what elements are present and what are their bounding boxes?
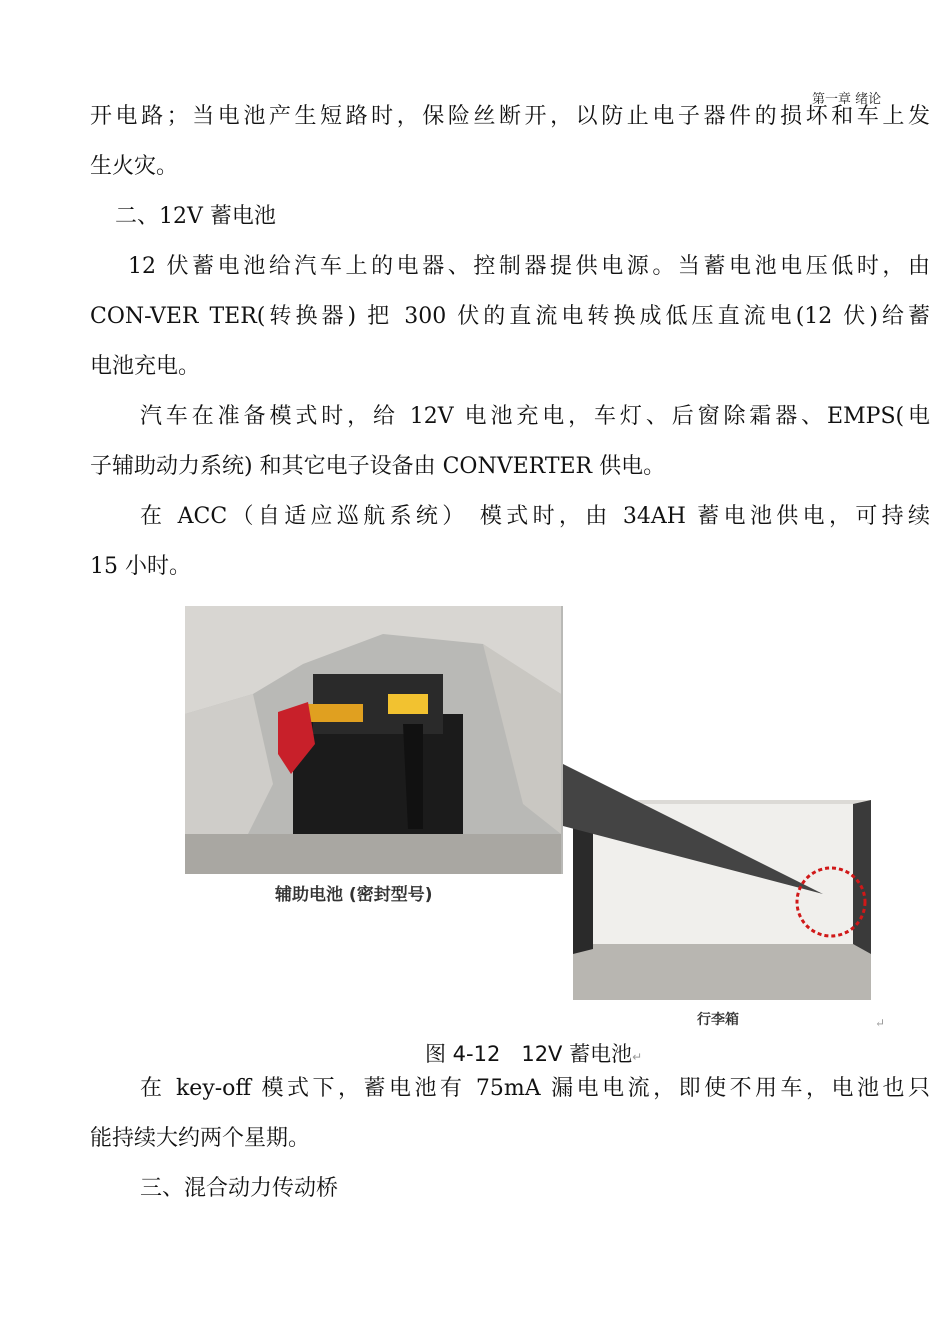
paragraph-line: 12 伏蓄电池给汽车上的电器、控制器提供电源。当蓄电池电压低时，由 [128, 254, 930, 279]
paragraph-line: CON-VER TER(转换器) 把 300 伏的直流电转换成低压直流电(12 伏)给蓄 [90, 304, 930, 329]
battery-label: 辅助电池 (密封型号) [275, 885, 433, 905]
section-heading: 三、混合动力传动桥 [140, 1176, 339, 1201]
running-header: 第一章 绪论 [812, 92, 882, 107]
paragraph-line: 电池充电。 [90, 354, 201, 379]
paragraph-line: 子辅助动力系统) 和其它电子设备由 CONVERTER 供电。 [90, 454, 666, 479]
paragraph-line: 15 小时。 [90, 554, 191, 579]
return-mark: ↵ [875, 1016, 886, 1030]
battery-photo-illustration [183, 604, 873, 1044]
paragraph-line: 在 ACC（自适应巡航系统） 模式时，由 34AH 蓄电池供电，可持续 [140, 504, 930, 529]
paragraph-line: 汽车在准备模式时，给 12V 电池充电，车灯、后窗除霜器、EMPS(电 [140, 404, 930, 429]
paragraph-line: 开电路；当电池产生短路时，保险丝断开，以防止电子器件的损坏和车上发 [90, 104, 930, 129]
figure-battery [183, 604, 886, 1044]
trunk-label: 行李箱 [697, 1012, 739, 1028]
figure-caption-text: 图 4-12 12V 蓄电池 [425, 1042, 633, 1066]
paragraph-line: 能持续大约两个星期。 [90, 1126, 311, 1151]
section-heading: 二、12V 蓄电池 [115, 204, 276, 229]
paragraph-line: 在 key-off 模式下，蓄电池有 75mA 漏电电流，即使不用车，电池也只 [140, 1076, 930, 1101]
return-mark: ↵ [632, 1050, 643, 1064]
paragraph-line: 生火灾。 [90, 154, 179, 179]
